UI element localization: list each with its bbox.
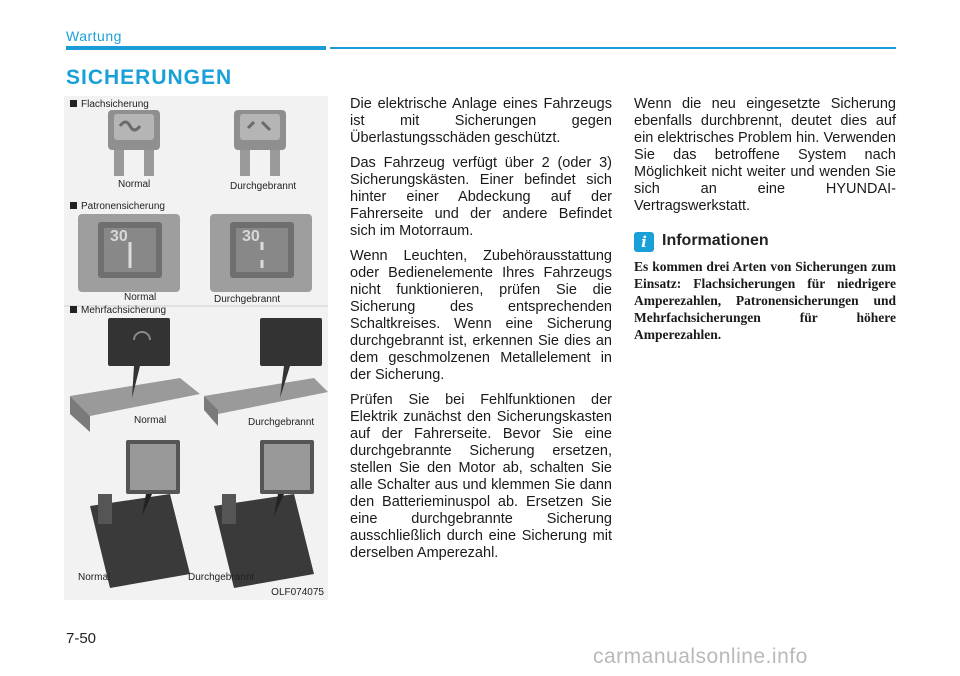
flach-normal-caption: Normal xyxy=(118,179,151,190)
blade-fuse-burnt-illustration xyxy=(234,110,286,176)
multi-fuse-burnt-illustration xyxy=(204,318,328,426)
fuse-block-normal-illustration xyxy=(90,440,190,588)
header-rule-thick xyxy=(66,46,326,50)
info-text: Es kommen drei Arten von Sicherungen zum Einsatz: Flachsicherungen für niedrigere Amperezahlen, Patronensicherungen und Mehrfachsicherungen für höhere Amperezahlen. xyxy=(634,259,896,342)
paragraph: Das Fahrzeug verfügt über 2 (oder 3) Sicherungskästen. Einer befindet sich hinter einer Abdeckung auf der Fahrerseite und der andere Befindet sich im Motorraum. xyxy=(350,155,612,239)
section-header: Wartung xyxy=(66,28,122,44)
page-title: SICHERUNGEN xyxy=(66,66,233,89)
cartridge-fuse-burnt-illustration xyxy=(210,214,312,292)
blade-fuse-normal-illustration xyxy=(108,110,160,176)
info-icon: i xyxy=(634,232,654,252)
mehrfach-burnt-caption: Durchgebrannt xyxy=(248,417,315,428)
fuse-figure xyxy=(64,96,328,600)
paragraph: Prüfen Sie bei Fehlfunktionen der Elektrik zunächst den Sicherungskasten auf der Fahrerseite. Bevor Sie eine durchgebrannte Sicherung ersetzen, stellen Sie den Motor ab, schalten Sie alle Schalter aus und klemmen Sie dann den Batterieminuspol ab. Ersetzen Sie eine durchgebrannte Sicherung ausschließlich durch eine Sicherung mit derselben Amperezahl. xyxy=(350,392,612,561)
fuse-illustrations xyxy=(64,96,328,600)
square-bullet-icon xyxy=(70,202,77,209)
cartridge-rating-burnt: 30 xyxy=(242,228,260,245)
mehrfach-normal-caption: Normal xyxy=(134,415,167,426)
patronensicherung-heading: Patronensicherung xyxy=(70,201,165,212)
watermark: carmanualsonline.info xyxy=(593,645,808,668)
paragraph: Die elektrische Anlage eines Fahrzeugs ist mit Sicherungen gegen Überlastungsschäden geschützt. xyxy=(350,96,612,146)
cartridge-rating-normal: 30 xyxy=(110,228,128,245)
square-bullet-icon xyxy=(70,306,77,313)
fuse-block-burnt-illustration xyxy=(214,440,314,588)
mehrfachsicherung-heading: Mehrfachsicherung xyxy=(70,305,166,316)
block-normal-caption: Normal xyxy=(78,572,111,583)
figure-code: OLF074075 xyxy=(271,587,324,598)
patronen-normal-caption: Normal xyxy=(124,292,157,303)
paragraph: Wenn die neu eingesetzte Sicherung ebenfalls durchbrennt, deutet dies auf ein elektrisches Problem hin. Verwenden Sie das betroffene System nach Möglichkeit nicht weiter und wenden Sie sich an eine HYUNDAI-Vertragswerkstatt. xyxy=(634,96,896,214)
page-number: 7-50 xyxy=(66,630,97,647)
text-column-1 xyxy=(350,96,612,570)
block-burnt-caption: Durchgebrannt xyxy=(188,572,255,583)
flachsicherung-heading: Flachsicherung xyxy=(70,99,149,110)
text-column-2 xyxy=(634,96,896,223)
info-title: Informationen xyxy=(662,232,769,249)
header-rule-thin xyxy=(330,47,896,49)
patronen-burnt-caption: Durchgebrannt xyxy=(214,294,281,305)
cartridge-fuse-normal-illustration xyxy=(78,214,180,292)
flach-burnt-caption: Durchgebrannt xyxy=(230,181,297,192)
paragraph: Wenn Leuchten, Zubehörausstattung oder Bedienelemente Ihres Fahrzeugs nicht funktionieren, prüfen Sie die Sicherung des entsprechenden Schaltkreises. Wenn eine Sicherung durchgebrannt ist, erkennen Sie dies an dem geschmolzenen Metallelement in der Sicherung. xyxy=(350,248,612,383)
